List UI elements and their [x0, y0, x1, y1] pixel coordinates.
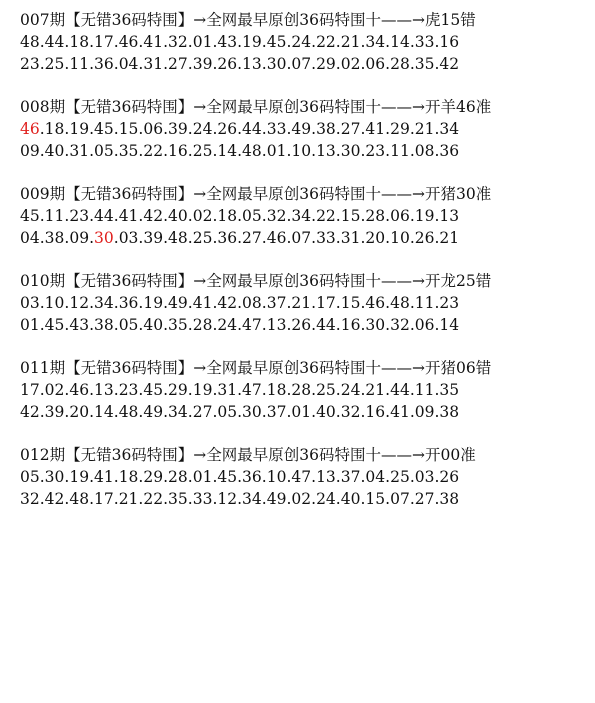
number: 13: [316, 142, 336, 160]
number: 47: [242, 316, 262, 334]
number: 21: [118, 490, 139, 508]
number: 19: [192, 381, 213, 399]
number: 04: [118, 55, 139, 73]
number: 34: [365, 33, 386, 51]
number: 42: [44, 490, 65, 508]
prediction-list: [20, 9, 590, 531]
number: 05: [118, 316, 139, 334]
number: 39: [143, 229, 164, 247]
number-row: 46.18.19.45.15.06.39.24.26.44.33.49.38.27.41.29.21.34: [20, 120, 460, 138]
number: 35: [414, 55, 435, 73]
number: 02: [291, 490, 312, 508]
number: 49: [143, 403, 164, 421]
number: 07: [291, 229, 312, 247]
number: 21: [439, 229, 460, 247]
number: 45: [217, 468, 238, 486]
number: 36: [94, 55, 114, 73]
number: 15: [340, 294, 361, 312]
number-row: 05.30.19.41.18.29.28.01.45.36.10.47.13.37.04.25.03.26: [20, 468, 460, 486]
number: 03: [118, 229, 139, 247]
number: 39: [44, 403, 65, 421]
number: 45: [44, 316, 65, 334]
number: 27: [242, 229, 262, 247]
number: 19: [69, 120, 90, 138]
number-row: 48.44.18.17.46.41.32.01.43.19.45.24.22.21.34.14.33.16: [20, 33, 460, 51]
number: 36: [217, 229, 238, 247]
number: 32: [168, 33, 188, 51]
number-row: 32.42.48.17.21.22.35.33.12.34.49.02.24.40.15.07.27.38: [20, 490, 460, 508]
number: 24: [217, 316, 238, 334]
number: 04: [20, 229, 40, 247]
number: 30: [365, 316, 386, 334]
period-block: [20, 9, 590, 75]
number: 12: [69, 294, 90, 312]
number: 02: [340, 55, 361, 73]
number: 33: [266, 120, 287, 138]
number: 48: [69, 490, 90, 508]
number: 01: [266, 142, 287, 160]
number: 18: [118, 468, 139, 486]
number: 03: [20, 294, 40, 312]
number: 14: [217, 142, 238, 160]
number: 22: [316, 207, 336, 225]
number: 21: [291, 294, 312, 312]
number: 34: [168, 403, 188, 421]
number: 28: [168, 468, 188, 486]
number: 44: [44, 33, 65, 51]
number: 21: [365, 381, 386, 399]
number: 29: [316, 55, 336, 73]
number: 01: [291, 403, 312, 421]
number-row: 09.40.31.05.35.22.16.25.14.48.01.10.13.30.23.11.08.36: [20, 142, 460, 160]
number: 25: [192, 229, 213, 247]
number: 07: [291, 55, 312, 73]
number: 11: [69, 55, 90, 73]
number: 05: [242, 207, 262, 225]
number-row: 23.25.11.36.04.31.27.39.26.13.30.07.29.02.06.28.35.42: [20, 55, 460, 73]
number: 35: [168, 490, 188, 508]
number: 47: [242, 381, 262, 399]
number: 28: [365, 207, 386, 225]
number: 31: [143, 55, 164, 73]
period-header: 010期【无错36码特围】→全网最早原创36码特围十——→开龙25错: [20, 272, 492, 290]
number: 28: [390, 55, 410, 73]
number: 26: [414, 229, 435, 247]
number: 10: [266, 468, 287, 486]
number: 44: [242, 120, 262, 138]
number: 35: [168, 316, 188, 334]
number: 38: [316, 120, 336, 138]
number: 10: [291, 142, 312, 160]
number: 28: [192, 316, 213, 334]
number: 35: [439, 381, 460, 399]
number: 20: [69, 403, 90, 421]
number: 33: [192, 490, 213, 508]
number: 36: [439, 142, 460, 160]
number: 27: [168, 55, 188, 73]
number-row: 42.39.20.14.48.49.34.27.05.30.37.01.40.32.16.41.09.38: [20, 403, 460, 421]
number: 25: [390, 468, 410, 486]
number: 40: [168, 207, 188, 225]
period-block: [20, 357, 590, 423]
number: 01: [20, 316, 40, 334]
number: 24: [340, 381, 361, 399]
number: 31: [340, 229, 361, 247]
number: 01: [192, 33, 213, 51]
number: 09: [414, 403, 435, 421]
number: 46: [118, 33, 139, 51]
number: 37: [340, 468, 361, 486]
number: 05: [20, 468, 40, 486]
number: 24: [291, 33, 312, 51]
number: 17: [94, 490, 114, 508]
number: 13: [439, 207, 460, 225]
number: 45: [94, 120, 114, 138]
period-block: [20, 270, 590, 336]
number: 04: [365, 468, 386, 486]
number: 19: [242, 33, 262, 51]
number: 10: [44, 294, 65, 312]
number: 45: [20, 207, 40, 225]
number: 23: [69, 207, 90, 225]
number: 13: [242, 55, 262, 73]
number: 15: [118, 120, 139, 138]
number: 34: [94, 294, 114, 312]
number: 35: [118, 142, 139, 160]
number: 06: [365, 55, 386, 73]
number: 38: [44, 229, 65, 247]
number: 42: [217, 294, 238, 312]
number: 43: [217, 33, 238, 51]
number: 45: [143, 381, 164, 399]
number-row: 03.10.12.34.36.19.49.41.42.08.37.21.17.15.46.48.11.23: [20, 294, 460, 312]
number: 37: [266, 294, 287, 312]
number: 26: [439, 468, 460, 486]
number: 14: [390, 33, 410, 51]
number: 32: [340, 403, 361, 421]
number: 29: [168, 381, 188, 399]
number: 18: [69, 33, 90, 51]
number: 49: [266, 490, 287, 508]
number: 34: [439, 120, 460, 138]
number: 06: [143, 120, 164, 138]
number-row: 04.38.09.30.03.39.48.25.36.27.46.07.33.31.20.10.26.21: [20, 229, 460, 247]
number: 08: [414, 142, 435, 160]
number: 30: [340, 142, 361, 160]
number: 09: [20, 142, 40, 160]
number: 14: [94, 403, 114, 421]
number-row: 45.11.23.44.41.42.40.02.18.05.32.34.22.15.28.06.19.13: [20, 207, 460, 225]
number: 21: [340, 33, 361, 51]
number: 16: [340, 316, 361, 334]
number: 48: [118, 403, 139, 421]
number: 32: [20, 490, 40, 508]
number: 48: [390, 294, 410, 312]
period-header: 008期【无错36码特围】→全网最早原创36码特围十——→开羊46准: [20, 98, 492, 116]
number: 26: [217, 120, 238, 138]
number: 27: [192, 403, 213, 421]
number: 13: [94, 381, 114, 399]
number: 44: [316, 316, 336, 334]
number: 15: [365, 490, 386, 508]
number: 06: [414, 316, 435, 334]
number: 16: [439, 33, 460, 51]
number: 03: [414, 468, 435, 486]
number: 11: [414, 381, 435, 399]
number: 22: [143, 142, 164, 160]
number: 13: [316, 468, 336, 486]
number: 24: [316, 490, 336, 508]
number: 18: [217, 207, 238, 225]
number: 07: [390, 490, 410, 508]
period-header: 011期【无错36码特围】→全网最早原创36码特围十——→开猪06错: [20, 359, 492, 377]
number: 30: [266, 55, 287, 73]
number: 32: [266, 207, 287, 225]
number: 18: [266, 381, 287, 399]
period-header: 009期【无错36码特围】→全网最早原创36码特围十——→开猪30准: [20, 185, 492, 203]
number: 40: [340, 490, 361, 508]
number: 46: [69, 381, 90, 399]
number: 17: [20, 381, 40, 399]
number: 02: [44, 381, 65, 399]
number: 36: [242, 468, 262, 486]
number: 23: [439, 294, 460, 312]
number: 48: [20, 33, 40, 51]
number: 44: [390, 381, 410, 399]
number: 33: [316, 229, 336, 247]
number: 41: [143, 33, 164, 51]
number: 42: [439, 55, 460, 73]
highlighted-number: 46: [20, 120, 40, 138]
number: 30: [44, 468, 65, 486]
period-block: [20, 183, 590, 249]
number: 41: [192, 294, 213, 312]
number: 43: [69, 316, 90, 334]
number: 01: [192, 468, 213, 486]
number: 18: [44, 120, 65, 138]
number: 17: [316, 294, 336, 312]
number: 10: [390, 229, 410, 247]
number: 11: [390, 142, 410, 160]
number: 41: [390, 403, 410, 421]
number: 23: [365, 142, 386, 160]
period-header: 007期【无错36码特围】→全网最早原创36码特围十——→虎15错: [20, 11, 476, 29]
number: 11: [44, 207, 65, 225]
number: 22: [143, 490, 164, 508]
number: 39: [168, 120, 188, 138]
number: 41: [118, 207, 139, 225]
number: 15: [340, 207, 361, 225]
number: 48: [168, 229, 188, 247]
number: 13: [266, 316, 287, 334]
number: 25: [44, 55, 65, 73]
number: 49: [168, 294, 188, 312]
number: 31: [69, 142, 90, 160]
number: 27: [340, 120, 361, 138]
number: 21: [414, 120, 435, 138]
number: 40: [44, 142, 65, 160]
number: 05: [94, 142, 114, 160]
number: 36: [118, 294, 139, 312]
number: 14: [439, 316, 460, 334]
number: 41: [365, 120, 386, 138]
period-block: [20, 444, 590, 510]
number: 39: [192, 55, 213, 73]
number: 31: [217, 381, 238, 399]
number: 44: [94, 207, 114, 225]
number: 33: [414, 33, 435, 51]
number-row: 01.45.43.38.05.40.35.28.24.47.13.26.44.16.30.32.06.14: [20, 316, 460, 334]
number: 11: [414, 294, 435, 312]
number: 25: [192, 142, 213, 160]
number: 38: [94, 316, 114, 334]
number: 29: [390, 120, 410, 138]
number: 34: [291, 207, 312, 225]
number: 29: [143, 468, 164, 486]
number: 42: [143, 207, 164, 225]
number: 22: [316, 33, 336, 51]
number: 25: [316, 381, 336, 399]
number: 26: [291, 316, 312, 334]
number: 19: [414, 207, 435, 225]
number: 32: [390, 316, 410, 334]
number: 06: [390, 207, 410, 225]
number: 02: [192, 207, 213, 225]
period-block: [20, 96, 590, 162]
number: 34: [242, 490, 262, 508]
number: 09: [69, 229, 90, 247]
number: 23: [118, 381, 139, 399]
number: 24: [192, 120, 213, 138]
number: 38: [439, 490, 460, 508]
number: 46: [365, 294, 386, 312]
number: 16: [365, 403, 386, 421]
number: 40: [316, 403, 336, 421]
number: 12: [217, 490, 238, 508]
number: 40: [143, 316, 164, 334]
period-header: 012期【无错36码特围】→全网最早原创36码特围十——→开00准: [20, 446, 476, 464]
number: 20: [365, 229, 386, 247]
number: 08: [242, 294, 262, 312]
number: 42: [20, 403, 40, 421]
number: 49: [291, 120, 312, 138]
highlighted-number: 30: [94, 229, 114, 247]
number: 23: [20, 55, 40, 73]
number: 19: [143, 294, 164, 312]
number: 05: [217, 403, 238, 421]
number: 37: [266, 403, 287, 421]
number: 38: [439, 403, 460, 421]
number: 19: [69, 468, 90, 486]
number: 28: [291, 381, 312, 399]
number: 26: [217, 55, 238, 73]
number: 46: [266, 229, 287, 247]
number: 17: [94, 33, 114, 51]
number: 16: [168, 142, 188, 160]
number: 48: [242, 142, 262, 160]
number: 30: [242, 403, 262, 421]
number: 45: [266, 33, 287, 51]
number-row: 17.02.46.13.23.45.29.19.31.47.18.28.25.24.21.44.11.35: [20, 381, 460, 399]
number: 41: [94, 468, 114, 486]
number: 47: [291, 468, 312, 486]
number: 27: [414, 490, 435, 508]
